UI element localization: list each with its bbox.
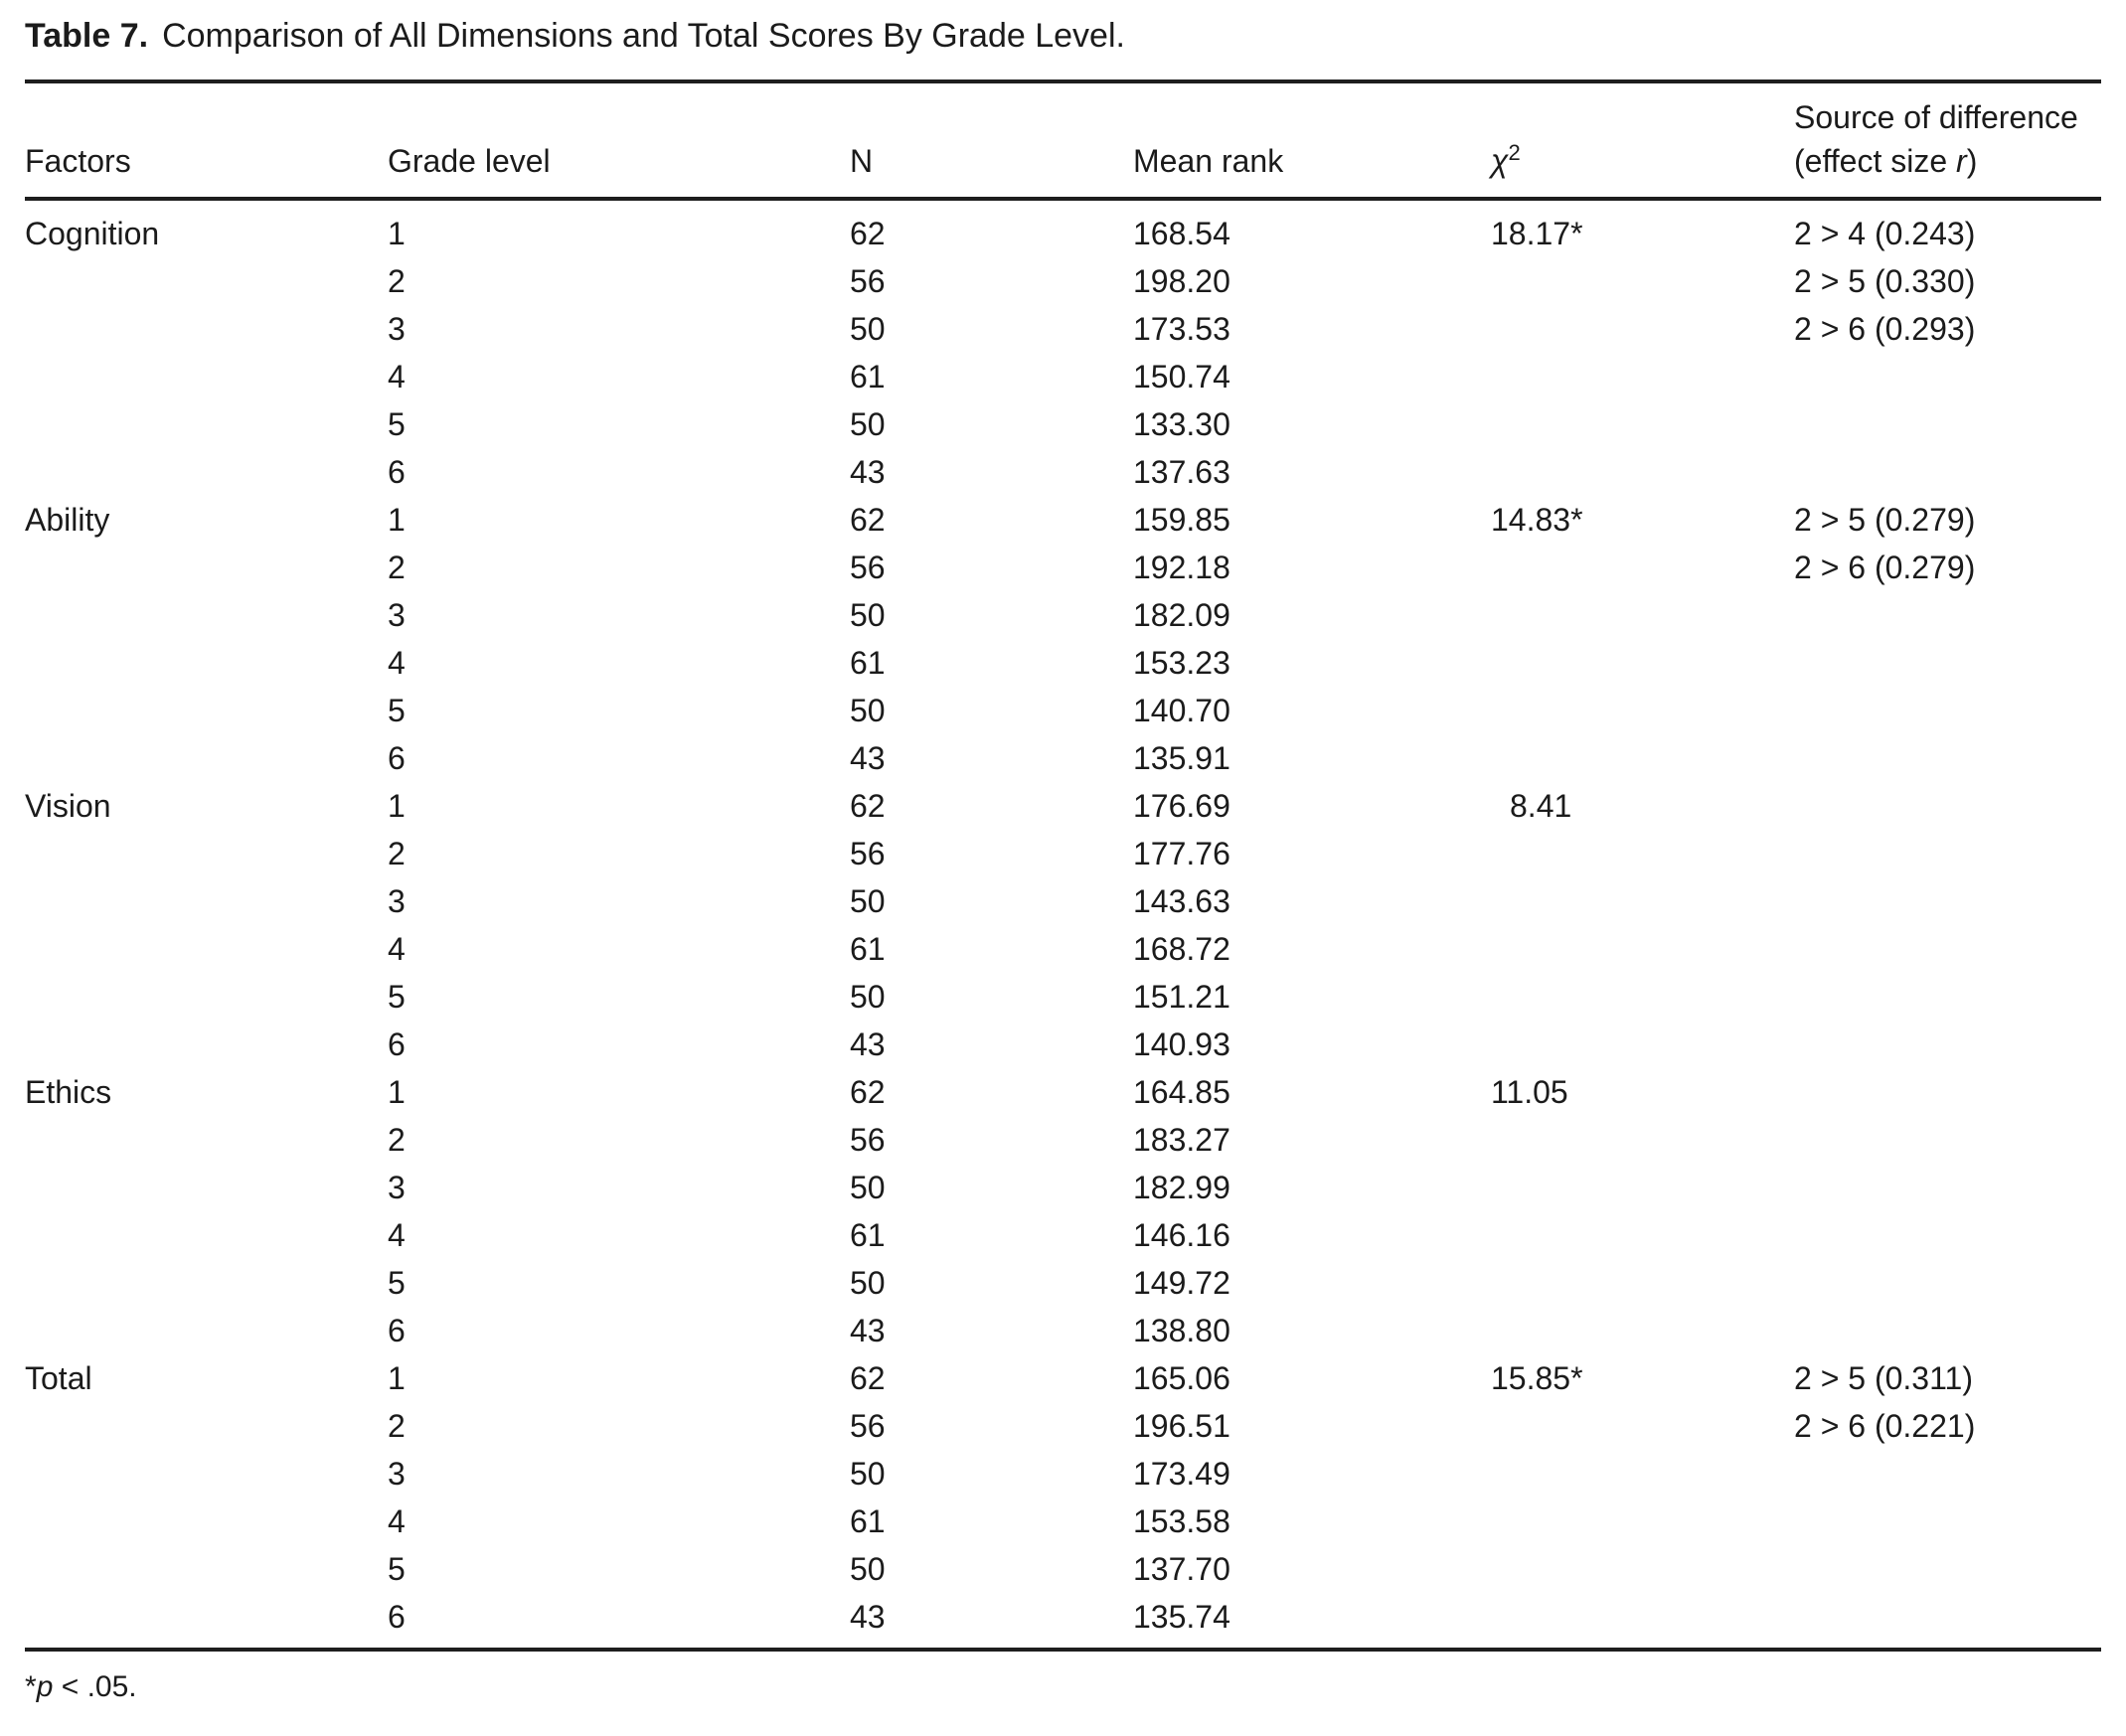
source-cell — [1794, 734, 2101, 782]
source-cell — [1794, 1211, 2101, 1259]
grade-cell: 4 — [388, 1217, 406, 1253]
factor-cell — [25, 1498, 388, 1545]
source-cell: 2 > 6 (0.279) — [1794, 550, 1976, 585]
column-header-n: N — [850, 143, 874, 179]
chi-symbol: χ — [1491, 143, 1509, 179]
grade-cell: 5 — [388, 1265, 406, 1301]
chi-square-cell: 18.17* — [1491, 216, 1583, 251]
chi-superscript: 2 — [1508, 140, 1521, 166]
chi-square-cell — [1491, 1450, 1794, 1498]
table-row — [25, 448, 2101, 496]
factor-cell — [25, 305, 388, 353]
table-row — [25, 687, 2101, 734]
source-cell — [1794, 353, 2101, 400]
grade-cell: 3 — [388, 597, 406, 633]
n-cell: 50 — [850, 1551, 886, 1587]
n-cell: 62 — [850, 1360, 886, 1396]
n-cell: 43 — [850, 1313, 886, 1348]
mean-rank-cell: 177.76 — [1133, 836, 1230, 871]
table-row — [25, 1116, 2101, 1164]
n-cell: 56 — [850, 550, 886, 585]
chi-square-cell — [1491, 257, 1794, 305]
source-cell — [1794, 1307, 2101, 1354]
chi-square-cell — [1491, 400, 1794, 448]
mean-rank-cell: 153.58 — [1133, 1503, 1230, 1539]
table-number: Table 7. — [25, 17, 149, 55]
factor-cell — [25, 353, 388, 400]
n-cell: 56 — [850, 1408, 886, 1444]
grade-cell: 5 — [388, 1551, 406, 1587]
table-row — [25, 257, 2101, 305]
grade-cell: 6 — [388, 1313, 406, 1348]
grade-cell: 5 — [388, 406, 406, 442]
chi-square-cell — [1491, 1593, 1794, 1641]
chi-square-cell — [1491, 1307, 1794, 1354]
mean-rank-cell: 196.51 — [1133, 1408, 1230, 1444]
table-row — [25, 591, 2101, 639]
mean-rank-cell: 135.74 — [1133, 1599, 1230, 1635]
n-cell: 50 — [850, 1456, 886, 1492]
grade-cell: 2 — [388, 263, 406, 299]
source-cell — [1794, 448, 2101, 496]
factor-cell — [25, 925, 388, 973]
n-cell: 50 — [850, 311, 886, 347]
chi-square-cell — [1491, 448, 1794, 496]
n-cell: 50 — [850, 1265, 886, 1301]
grade-cell: 1 — [388, 216, 406, 251]
factor-cell — [25, 544, 388, 591]
grade-cell: 4 — [388, 931, 406, 967]
source-cell — [1794, 1259, 2101, 1307]
mean-rank-cell: 159.85 — [1133, 502, 1230, 538]
n-cell: 61 — [850, 1503, 886, 1539]
n-cell: 43 — [850, 1599, 886, 1635]
table-row — [25, 830, 2101, 877]
table-row — [25, 1307, 2101, 1354]
table-row — [25, 1164, 2101, 1211]
source-cell: 2 > 6 (0.293) — [1794, 311, 1976, 347]
source-cell — [1794, 830, 2101, 877]
n-cell: 50 — [850, 597, 886, 633]
factor-cell — [25, 1593, 388, 1641]
significance-footnote — [25, 1667, 2101, 1707]
n-cell: 62 — [850, 788, 886, 824]
source-cell — [1794, 1498, 2101, 1545]
table-caption: Comparison of All Dimensions and Total Scores By Grade Level. — [162, 17, 1125, 55]
factor-cell — [25, 400, 388, 448]
grade-cell: 3 — [388, 1170, 406, 1205]
source-cell — [1794, 1593, 2101, 1641]
n-cell: 61 — [850, 1217, 886, 1253]
footnote-text: < .05. — [53, 1670, 137, 1703]
source-header-line2-prefix: (effect size — [1794, 143, 1957, 179]
table-body — [25, 201, 2101, 1641]
chi-square-cell: 11.05 — [1491, 1074, 1568, 1110]
n-cell: 43 — [850, 740, 886, 776]
n-cell: 62 — [850, 216, 886, 251]
source-cell: 2 > 4 (0.243) — [1794, 216, 1976, 251]
factor-cell: Ability — [25, 502, 110, 538]
grade-cell: 2 — [388, 550, 406, 585]
n-cell: 56 — [850, 263, 886, 299]
footnote-p-symbol: p — [36, 1670, 54, 1703]
chi-square-cell — [1491, 353, 1794, 400]
table-row — [25, 925, 2101, 973]
factor-cell: Ethics — [25, 1074, 112, 1110]
chi-square-cell — [1491, 734, 1794, 782]
chi-square-cell — [1491, 1021, 1794, 1068]
chi-square-cell — [1491, 687, 1794, 734]
n-cell: 61 — [850, 359, 886, 395]
mean-rank-cell: 146.16 — [1133, 1217, 1230, 1253]
table-row — [25, 877, 2101, 925]
mean-rank-cell: 149.72 — [1133, 1265, 1230, 1301]
n-cell: 50 — [850, 1170, 886, 1205]
source-cell: 2 > 5 (0.311) — [1794, 1360, 1973, 1396]
source-cell — [1794, 782, 2101, 830]
footnote-star: * — [25, 1670, 37, 1703]
source-cell — [1794, 925, 2101, 973]
source-cell — [1794, 400, 2101, 448]
grade-cell: 6 — [388, 740, 406, 776]
column-header-source-of-difference — [1794, 95, 2101, 183]
chi-square-cell — [1491, 877, 1794, 925]
source-cell — [1794, 1068, 2101, 1116]
source-cell — [1794, 973, 2101, 1021]
table-row — [25, 1402, 2101, 1450]
n-cell: 50 — [850, 979, 886, 1015]
source-header-line2-suffix: ) — [1966, 143, 1978, 179]
chi-square-cell: 14.83* — [1491, 502, 1583, 538]
factor-cell — [25, 877, 388, 925]
bottom-rule — [25, 1648, 2101, 1652]
mean-rank-cell: 140.70 — [1133, 693, 1230, 728]
mean-rank-cell: 140.93 — [1133, 1026, 1230, 1062]
grade-cell: 2 — [388, 1408, 406, 1444]
grade-cell: 3 — [388, 883, 406, 919]
source-cell — [1794, 1021, 2101, 1068]
table-row — [25, 1354, 2101, 1402]
mean-rank-cell: 182.09 — [1133, 597, 1230, 633]
chi-square-cell — [1491, 973, 1794, 1021]
table-row — [25, 1593, 2101, 1641]
chi-square-cell — [1491, 1164, 1794, 1211]
n-cell: 50 — [850, 406, 886, 442]
mean-rank-cell: 168.54 — [1133, 216, 1230, 251]
chi-square-cell — [1491, 1116, 1794, 1164]
chi-square-cell — [1491, 544, 1794, 591]
source-cell — [1794, 1450, 2101, 1498]
mean-rank-cell: 133.30 — [1133, 406, 1230, 442]
table-header-row — [25, 83, 2101, 197]
factor-cell — [25, 1164, 388, 1211]
source-header-line1: Source of difference — [1794, 99, 2078, 135]
chi-square-cell: 8.41 — [1510, 788, 1572, 824]
factor-cell — [25, 1211, 388, 1259]
n-cell: 62 — [850, 502, 886, 538]
table-title — [25, 14, 2101, 58]
factor-cell: Cognition — [25, 216, 160, 251]
factor-cell — [25, 1402, 388, 1450]
mean-rank-cell: 164.85 — [1133, 1074, 1230, 1110]
column-header-chi-square — [1491, 131, 1794, 183]
mean-rank-cell: 143.63 — [1133, 883, 1230, 919]
source-cell — [1794, 591, 2101, 639]
table-row — [25, 400, 2101, 448]
grade-cell: 3 — [388, 1456, 406, 1492]
source-cell: 2 > 6 (0.221) — [1794, 1408, 1976, 1444]
grade-cell: 4 — [388, 1503, 406, 1539]
source-cell — [1794, 1164, 2101, 1211]
factor-cell — [25, 1021, 388, 1068]
factor-cell: Total — [25, 1360, 92, 1396]
grade-cell: 2 — [388, 1122, 406, 1158]
table-row — [25, 1211, 2101, 1259]
mean-rank-cell: 182.99 — [1133, 1170, 1230, 1205]
chi-square-cell — [1491, 305, 1794, 353]
n-cell: 50 — [850, 883, 886, 919]
chi-square-cell — [1491, 639, 1794, 687]
grade-cell: 4 — [388, 645, 406, 681]
factor-cell — [25, 973, 388, 1021]
mean-rank-cell: 151.21 — [1133, 979, 1230, 1015]
n-cell: 61 — [850, 645, 886, 681]
mean-rank-cell: 176.69 — [1133, 788, 1230, 824]
mean-rank-cell: 137.63 — [1133, 454, 1230, 490]
n-cell: 61 — [850, 931, 886, 967]
grade-cell: 6 — [388, 1599, 406, 1635]
mean-rank-cell: 150.74 — [1133, 359, 1230, 395]
chi-square-cell: 15.85* — [1491, 1360, 1583, 1396]
effect-size-r-symbol: r — [1956, 143, 1967, 179]
source-cell: 2 > 5 (0.279) — [1794, 502, 1976, 538]
column-header-factors: Factors — [25, 143, 131, 179]
table-row — [25, 1068, 2101, 1116]
mean-rank-cell: 135.91 — [1133, 740, 1230, 776]
source-cell — [1794, 639, 2101, 687]
column-header-grade-level: Grade level — [388, 143, 551, 179]
column-header-mean-rank: Mean rank — [1133, 143, 1284, 179]
table-row — [25, 353, 2101, 400]
chi-square-cell — [1491, 591, 1794, 639]
factor-cell — [25, 591, 388, 639]
grade-cell: 2 — [388, 836, 406, 871]
chi-square-cell — [1491, 830, 1794, 877]
mean-rank-cell: 165.06 — [1133, 1360, 1230, 1396]
n-cell: 56 — [850, 836, 886, 871]
table-row — [25, 210, 2101, 257]
table-row — [25, 544, 2101, 591]
factor-cell — [25, 639, 388, 687]
factor-cell — [25, 687, 388, 734]
table-row — [25, 1259, 2101, 1307]
grade-cell: 5 — [388, 693, 406, 728]
mean-rank-cell: 192.18 — [1133, 550, 1230, 585]
chi-square-cell — [1491, 1259, 1794, 1307]
n-cell: 62 — [850, 1074, 886, 1110]
mean-rank-cell: 138.80 — [1133, 1313, 1230, 1348]
factor-cell — [25, 1259, 388, 1307]
n-cell: 56 — [850, 1122, 886, 1158]
n-cell: 50 — [850, 693, 886, 728]
table-row — [25, 973, 2101, 1021]
mean-rank-cell: 153.23 — [1133, 645, 1230, 681]
mean-rank-cell: 173.49 — [1133, 1456, 1230, 1492]
factor-cell: Vision — [25, 788, 111, 824]
mean-rank-cell: 198.20 — [1133, 263, 1230, 299]
grade-cell: 4 — [388, 359, 406, 395]
table-row — [25, 496, 2101, 544]
mean-rank-cell: 168.72 — [1133, 931, 1230, 967]
factor-cell — [25, 830, 388, 877]
grade-cell: 3 — [388, 311, 406, 347]
factor-cell — [25, 734, 388, 782]
table-row — [25, 1498, 2101, 1545]
source-cell — [1794, 1116, 2101, 1164]
grade-cell: 1 — [388, 788, 406, 824]
source-cell — [1794, 687, 2101, 734]
factor-cell — [25, 448, 388, 496]
mean-rank-cell: 137.70 — [1133, 1551, 1230, 1587]
factor-cell — [25, 1307, 388, 1354]
table-row — [25, 1021, 2101, 1068]
grade-cell: 6 — [388, 1026, 406, 1062]
factor-cell — [25, 1450, 388, 1498]
table-row — [25, 305, 2101, 353]
table-row — [25, 1545, 2101, 1593]
chi-square-cell — [1491, 1211, 1794, 1259]
source-header-line2 — [1794, 139, 2101, 183]
n-cell: 43 — [850, 1026, 886, 1062]
chi-square-cell — [1491, 925, 1794, 973]
chi-square-cell — [1491, 1402, 1794, 1450]
source-cell: 2 > 5 (0.330) — [1794, 263, 1976, 299]
chi-square-cell — [1491, 1545, 1794, 1593]
grade-cell: 1 — [388, 502, 406, 538]
source-cell — [1794, 877, 2101, 925]
table-row — [25, 734, 2101, 782]
chi-square-cell — [1491, 1498, 1794, 1545]
grade-cell: 5 — [388, 979, 406, 1015]
grade-cell: 1 — [388, 1360, 406, 1396]
grade-cell: 6 — [388, 454, 406, 490]
n-cell: 43 — [850, 454, 886, 490]
table-row — [25, 782, 2101, 830]
factor-cell — [25, 1116, 388, 1164]
grade-cell: 1 — [388, 1074, 406, 1110]
table-row — [25, 1450, 2101, 1498]
factor-cell — [25, 257, 388, 305]
mean-rank-cell: 173.53 — [1133, 311, 1230, 347]
mean-rank-cell: 183.27 — [1133, 1122, 1230, 1158]
source-cell — [1794, 1545, 2101, 1593]
table-row — [25, 639, 2101, 687]
factor-cell — [25, 1545, 388, 1593]
